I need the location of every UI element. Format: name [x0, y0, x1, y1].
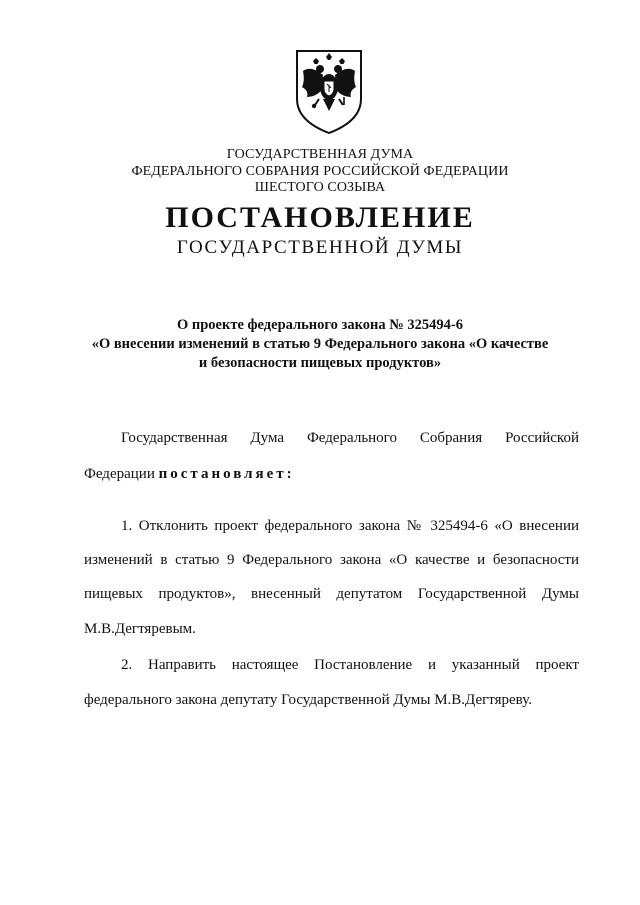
item-1-line-3: пищевых продуктов», внесенный депутатом Государственной Думы [84, 586, 579, 602]
item-1-line-4: М.В.Дегтяревым. [84, 621, 196, 637]
org-name-line-2: ФЕДЕРАЛЬНОГО СОБРАНИЯ РОССИЙСКОЙ ФЕДЕРАЦИИ [131, 164, 509, 179]
document-type-title: ПОСТАНОВЛЕНИЕ [165, 201, 475, 234]
document-issuer: ГОСУДАРСТВЕННОЙ ДУМЫ [176, 237, 464, 258]
resolution-verb: постановляет: [158, 466, 295, 482]
org-name-line-1: ГОСУДАРСТВЕННАЯ ДУМА [226, 147, 414, 162]
coat-of-arms-icon [293, 47, 365, 135]
intro-line-1: Государственная Дума Федерального Собрания Российской [121, 430, 579, 446]
subject-line-1: О проекте федерального закона № 325494-6 [176, 317, 464, 333]
item-1-line-2: изменений в статью 9 Федерального закона «О качестве и безопасности [84, 552, 579, 568]
intro-line-2 [84, 464, 295, 484]
subject-line-2: «О внесении изменений в статью 9 Федерального закона «О качестве [91, 336, 549, 352]
item-2-line-1: 2. Направить настоящее Постановление и указанный проект [121, 657, 579, 673]
subject-line-3: и безопасности пищевых продуктов» [198, 355, 442, 371]
convocation-line: ШЕСТОГО СОЗЫВА [254, 180, 386, 195]
intro-line-2-start: Федерации [84, 466, 159, 482]
item-2-line-2: федерального закона депутату Государственной Думы М.В.Дегтяреву. [84, 692, 533, 708]
item-1-line-1: 1. Отклонить проект федерального закона № 325494-6 «О внесении [121, 518, 579, 534]
